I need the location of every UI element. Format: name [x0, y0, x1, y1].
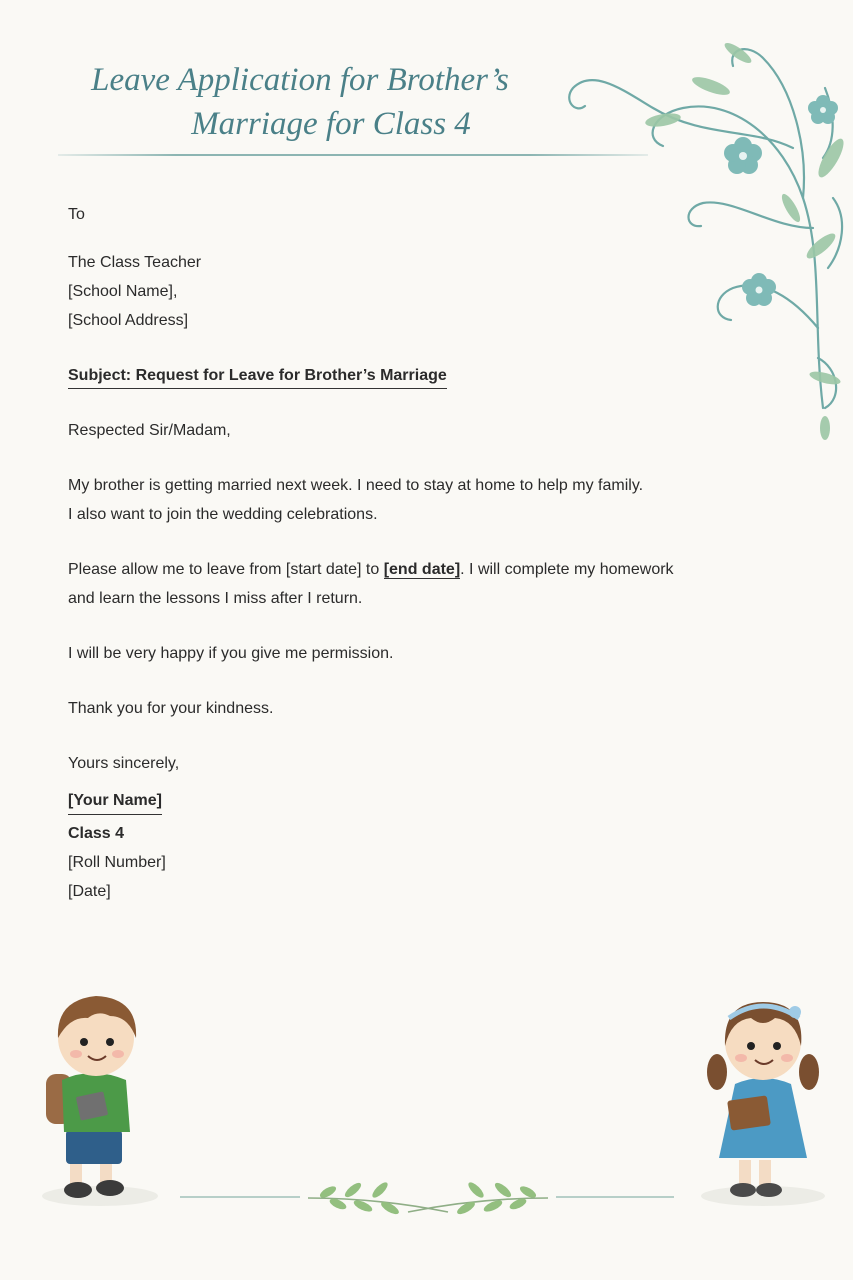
paragraph-1-line-1: My brother is getting married next week. I need to stay at home to help my family. — [68, 477, 644, 494]
paragraph-4: Thank you for your kindness. — [68, 700, 274, 717]
recipient-school-name: [School Name], — [68, 283, 178, 300]
laurel-branch-icon — [298, 1180, 558, 1220]
girl-student-icon — [695, 988, 830, 1210]
recipient-school-address: [School Address] — [68, 312, 189, 329]
page-title — [60, 58, 600, 146]
paragraph-1-line-2: I also want to join the wedding celebrations. — [68, 506, 378, 523]
bottom-divider-right — [556, 1196, 674, 1198]
signature-name: [Your Name] — [68, 788, 162, 815]
paragraph-3: I will be very happy if you give me permission. — [68, 645, 394, 662]
paragraph-2-line-1 — [68, 555, 708, 584]
signature-class: Class 4 — [68, 825, 125, 842]
paragraph-2-line-2: and learn the lessons I miss after I return. — [68, 590, 363, 607]
greeting: Respected Sir/Madam, — [68, 422, 231, 439]
signature-date: [Date] — [68, 883, 111, 900]
letter-body — [68, 200, 708, 906]
recipient-title: The Class Teacher — [68, 254, 202, 271]
bottom-divider-left — [180, 1196, 300, 1198]
end-date-placeholder: [end date] — [383, 561, 461, 578]
to-line: To — [68, 206, 85, 223]
signature-roll: [Roll Number] — [68, 854, 166, 871]
subject-line: Subject: Request for Leave for Brother’s Marriage — [68, 364, 447, 389]
closing: Yours sincerely, — [68, 755, 180, 772]
title-line-2: Marriage for Class 4 — [191, 106, 471, 142]
boy-student-icon — [40, 982, 170, 1210]
paragraph-2-prefix: Please allow me to leave from [start date] to — [68, 561, 384, 578]
title-line-1: Leave Application for Brother’s — [91, 62, 509, 98]
paragraph-2-suffix: . I will complete my homework — [460, 561, 674, 578]
title-divider — [58, 154, 648, 156]
